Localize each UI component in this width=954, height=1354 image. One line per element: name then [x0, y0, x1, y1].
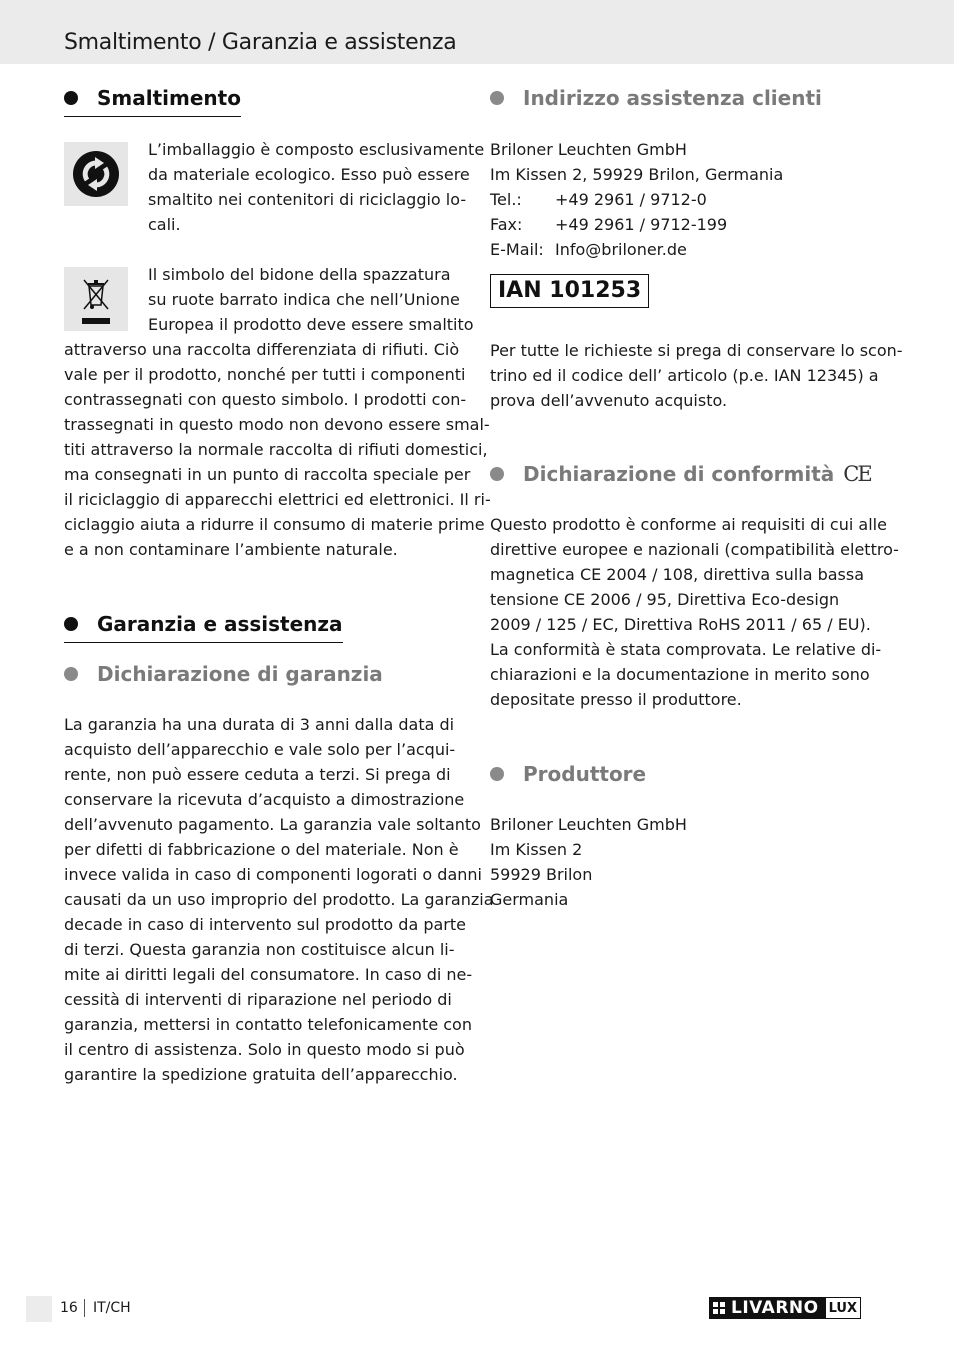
fax-row — [490, 212, 783, 237]
text-line: Briloner Leuchten GmbH — [490, 815, 687, 834]
text-line: conservare la ricevuta d’acquisto a dimostrazione — [64, 790, 465, 809]
heading-text: Smaltimento — [97, 86, 241, 110]
text-line: su ruote barrato indica che nell’Unione — [148, 290, 460, 309]
bin-text-short — [148, 262, 474, 337]
bullet-icon — [490, 91, 504, 105]
text-line: attraverso una raccolta differenziata di rifiuti. Ciò — [64, 340, 460, 359]
bullet-icon — [64, 667, 78, 681]
text-line: chiarazioni e la documentazione in merito sono — [490, 665, 870, 684]
locale-label: IT/CH — [93, 1300, 131, 1316]
text-line: La conformità è stata comprovata. Le relative di- — [490, 640, 882, 659]
text-line: cessità di interventi di riparazione nel periodo di — [64, 990, 452, 1009]
page-title: Smaltimento / Garanzia e assistenza — [64, 30, 457, 55]
service-address — [490, 137, 783, 262]
subheading-dichiarazione-garanzia — [64, 662, 383, 686]
street-address: Im Kissen 2, 59929 Brilon, Germania — [490, 165, 784, 184]
text-line: Per tutte le richieste si prega di conservare lo scon- — [490, 341, 903, 360]
page-number: 16 — [60, 1300, 78, 1316]
logo-squares-icon — [713, 1302, 725, 1314]
text-line: smaltito nei contenitori di riciclaggio lo- — [148, 190, 467, 209]
text-line: Germania — [490, 890, 569, 909]
footer-divider — [84, 1299, 85, 1317]
fax-value: +49 2961 / 9712-199 — [555, 215, 728, 234]
packaging-text — [148, 137, 484, 237]
text-line: invece valida in caso di componenti logorati o danni — [64, 865, 482, 884]
text-line: prova dell’avvenuto acquisto. — [490, 391, 728, 410]
heading-text: Dichiarazione di conformità — [523, 462, 835, 486]
subheading-conformita — [490, 462, 871, 486]
tel-value: +49 2961 / 9712-0 — [555, 190, 707, 209]
text-line: garanzia, mettersi in contatto telefonicamente con — [64, 1015, 472, 1034]
warranty-text — [64, 712, 494, 1087]
tel-row — [490, 187, 783, 212]
text-line: per difetti di fabbricazione o del materiale. Non è — [64, 840, 459, 859]
logo-main-text: LIVARNO — [731, 1298, 819, 1318]
text-line: Il simbolo del bidone della spazzatura — [148, 265, 451, 284]
heading-text: Garanzia e assistenza — [97, 612, 343, 636]
text-line: magnetica CE 2004 / 108, direttiva sulla bassa — [490, 565, 865, 584]
recycle-icon-box — [64, 142, 128, 206]
fax-label: Fax: — [490, 215, 523, 234]
text-line: mite ai diritti legali del consumatore. In caso di ne- — [64, 965, 473, 984]
text-line: garantire la spedizione gratuita dell’apparecchio. — [64, 1065, 458, 1084]
producer-address — [490, 812, 687, 912]
text-line: Questo prodotto è conforme ai requisiti di cui alle — [490, 515, 887, 534]
text-line: Europea il prodotto deve essere smaltito — [148, 315, 474, 334]
text-line: acquisto dell’apparecchio e vale solo per l’acqui- — [64, 740, 456, 759]
text-line: trino ed il codice dell’ articolo (p.e. IAN 12345) a — [490, 366, 879, 385]
text-line: La garanzia ha una durata di 3 anni dalla data di — [64, 715, 455, 734]
logo-lux: LUX — [825, 1297, 861, 1319]
text-line: e a non contaminare l’ambiente naturale. — [64, 540, 398, 559]
text-line: depositate presso il produttore. — [490, 690, 742, 709]
text-line: 59929 Brilon — [490, 865, 593, 884]
text-line: contrassegnati con questo simbolo. I prodotti con- — [64, 390, 467, 409]
text-line: causati da un uso improprio del prodotto. La garanzia — [64, 890, 494, 909]
text-line: da materiale ecologico. Esso può essere — [148, 165, 470, 184]
text-line: direttive europee e nazionali (compatibilità elettro- — [490, 540, 899, 559]
text-line: L’imballaggio è composto esclusivamente — [148, 140, 485, 159]
livarno-lux-logo — [709, 1297, 861, 1319]
page-header — [0, 0, 954, 64]
bullet-icon — [490, 467, 504, 481]
text-line: 2009 / 125 / EC, Direttiva RoHS 2011 / 65 / EU). — [490, 615, 871, 634]
text-line: il centro di assistenza. Solo in questo modo si può — [64, 1040, 465, 1059]
tel-label: Tel.: — [490, 190, 522, 209]
text-line: cali. — [148, 215, 181, 234]
section-heading-smaltimento — [64, 86, 241, 117]
section-heading-garanzia — [64, 612, 343, 643]
crossed-wheelie-bin-icon — [64, 267, 128, 331]
heading-text: Produttore — [523, 762, 647, 786]
text-line: ciclaggio aiuta a ridurre il consumo di materie prime — [64, 515, 485, 534]
conformity-text — [490, 512, 899, 712]
text-line: trassegnati in questo modo non devono essere smal- — [64, 415, 490, 434]
email-value: Info@briloner.de — [555, 240, 687, 259]
wheelie-bin-icon-box — [64, 267, 128, 331]
service-note — [490, 338, 903, 413]
text-line: Im Kissen 2 — [490, 840, 583, 859]
green-dot-recycling-icon — [64, 142, 128, 206]
bullet-icon — [64, 617, 78, 631]
bin-text-full — [64, 337, 491, 562]
text-line: vale per il prodotto, nonché per tutti i componenti — [64, 365, 466, 384]
bullet-icon — [64, 91, 78, 105]
subheading-indirizzo-assistenza — [490, 86, 822, 110]
text-line: dell’avvenuto pagamento. La garanzia vale soltanto — [64, 815, 481, 834]
text-line: rente, non può essere ceduta a terzi. Si prega di — [64, 765, 451, 784]
ce-mark-icon: CE — [843, 462, 871, 486]
text-line: titi attraverso la normale raccolta di rifiuti domestici, — [64, 440, 488, 459]
company-name: Briloner Leuchten GmbH — [490, 140, 687, 159]
text-line: decade in caso di intervento sul prodotto da parte — [64, 915, 466, 934]
subheading-produttore — [490, 762, 646, 786]
footer-marker — [26, 1296, 52, 1322]
text-line: il riciclaggio di apparecchi elettrici ed elettronici. Il ri- — [64, 490, 491, 509]
text-line: tensione CE 2006 / 95, Direttiva Eco-design — [490, 590, 840, 609]
text-line: di terzi. Questa garanzia non costituisce alcun li- — [64, 940, 455, 959]
logo-main — [709, 1297, 825, 1319]
text-line: ma consegnati in un punto di raccolta speciale per — [64, 465, 471, 484]
ian-code-box: IAN 101253 — [490, 274, 649, 308]
email-row — [490, 237, 783, 262]
bullet-icon — [490, 767, 504, 781]
email-label: E-Mail: — [490, 240, 544, 259]
heading-text: Dichiarazione di garanzia — [97, 662, 383, 686]
heading-text: Indirizzo assistenza clienti — [523, 86, 822, 110]
